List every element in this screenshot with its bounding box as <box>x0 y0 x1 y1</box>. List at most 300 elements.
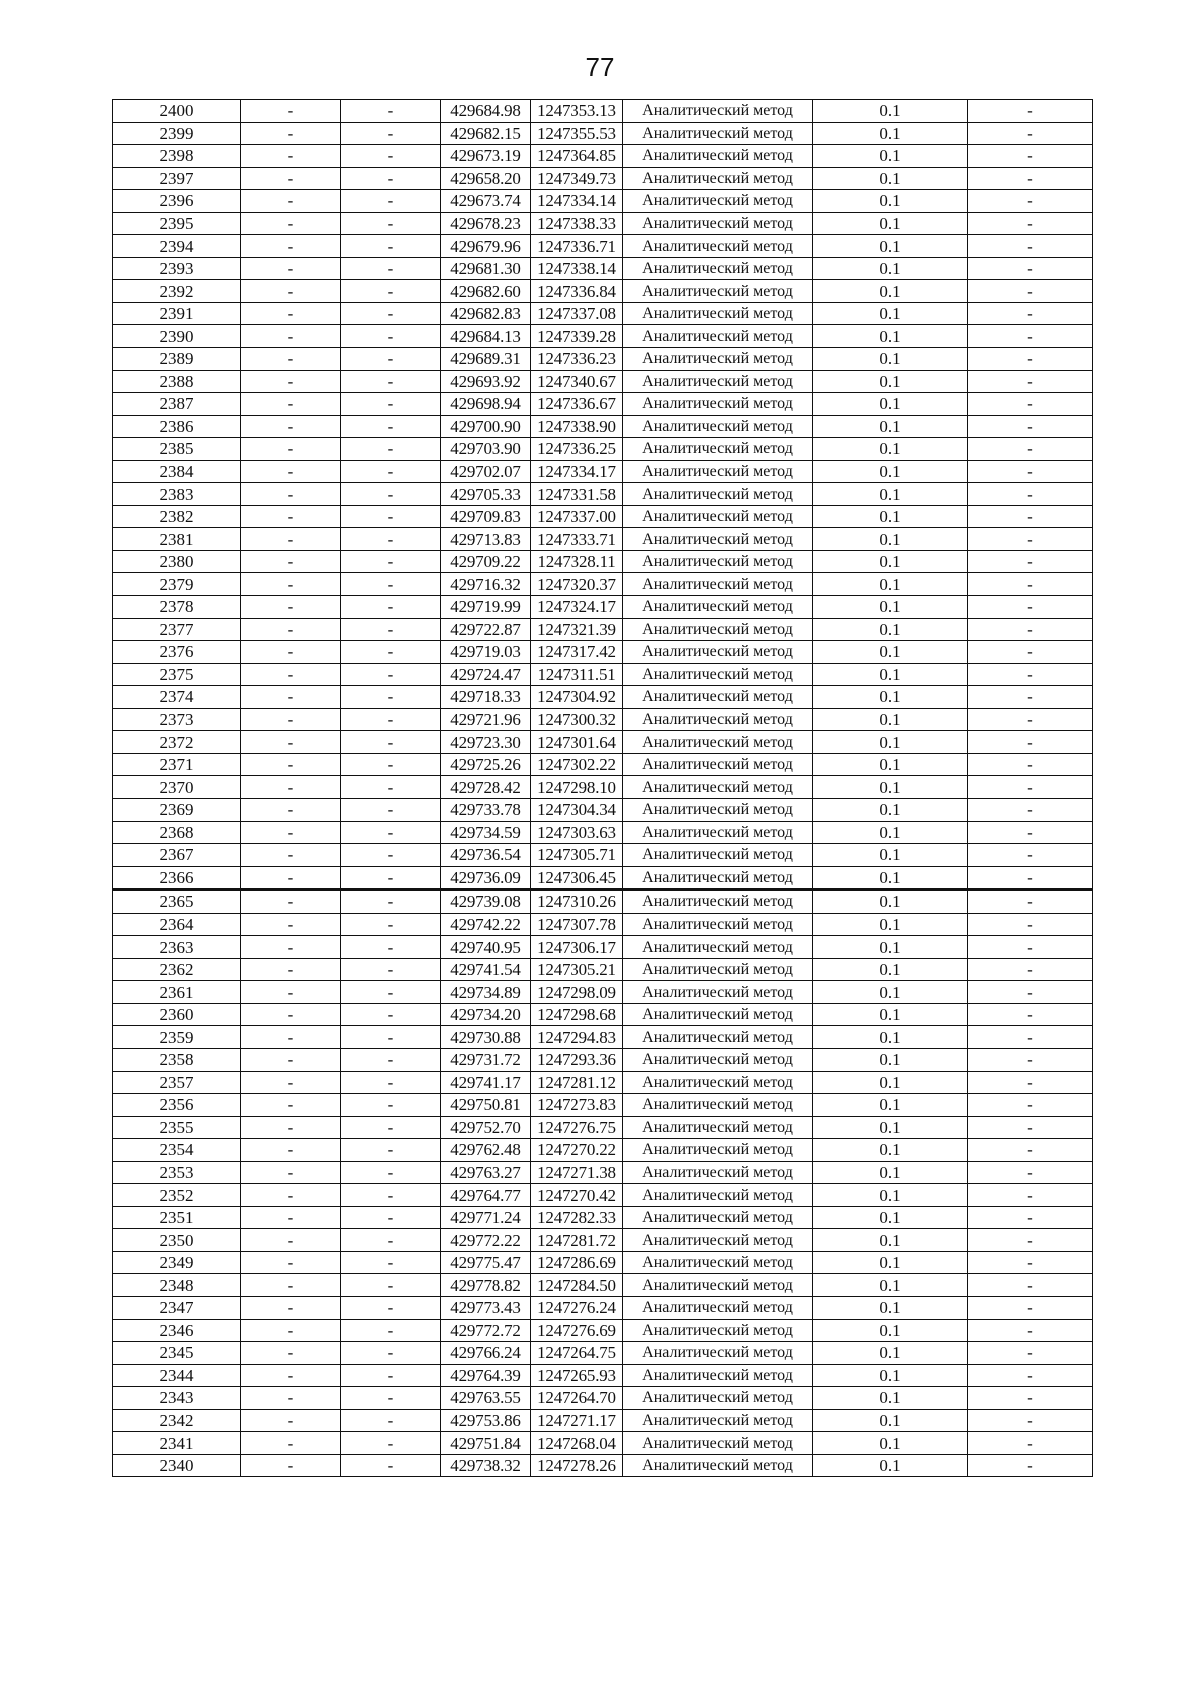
note-cell: - <box>968 1342 1093 1365</box>
x-coordinate-cell: 429778.82 <box>441 1274 531 1297</box>
method-cell: Аналитический метод <box>623 1094 813 1117</box>
blank-cell: - <box>341 1274 441 1297</box>
note-cell: - <box>968 415 1093 438</box>
blank-cell: - <box>241 1161 341 1184</box>
point-number-cell: 2389 <box>113 348 241 371</box>
accuracy-cell: 0.1 <box>813 890 968 914</box>
blank-cell: - <box>341 1048 441 1071</box>
note-cell: - <box>968 1319 1093 1342</box>
point-number-cell: 2351 <box>113 1206 241 1229</box>
table-row <box>113 1048 1093 1071</box>
blank-cell: - <box>341 663 441 686</box>
table-row <box>113 550 1093 573</box>
y-coordinate-cell: 1247273.83 <box>531 1094 623 1117</box>
blank-cell: - <box>241 348 341 371</box>
point-number-cell: 2400 <box>113 100 241 123</box>
point-number-cell: 2388 <box>113 370 241 393</box>
table-row <box>113 212 1093 235</box>
method-cell: Аналитический метод <box>623 100 813 123</box>
table-row <box>113 753 1093 776</box>
x-coordinate-cell: 429762.48 <box>441 1139 531 1162</box>
y-coordinate-cell: 1247349.73 <box>531 167 623 190</box>
note-cell: - <box>968 1387 1093 1410</box>
accuracy-cell: 0.1 <box>813 1387 968 1410</box>
method-cell: Аналитический метод <box>623 1342 813 1365</box>
accuracy-cell: 0.1 <box>813 731 968 754</box>
y-coordinate-cell: 1247338.90 <box>531 415 623 438</box>
blank-cell: - <box>341 100 441 123</box>
blank-cell: - <box>241 1139 341 1162</box>
method-cell: Аналитический метод <box>623 596 813 619</box>
y-coordinate-cell: 1247337.08 <box>531 302 623 325</box>
blank-cell: - <box>241 1229 341 1252</box>
note-cell: - <box>968 100 1093 123</box>
accuracy-cell: 0.1 <box>813 1071 968 1094</box>
blank-cell: - <box>241 1387 341 1410</box>
x-coordinate-cell: 429764.39 <box>441 1364 531 1387</box>
blank-cell: - <box>341 731 441 754</box>
table-row <box>113 708 1093 731</box>
method-cell: Аналитический метод <box>623 415 813 438</box>
blank-cell: - <box>241 663 341 686</box>
y-coordinate-cell: 1247336.71 <box>531 235 623 258</box>
accuracy-cell: 0.1 <box>813 302 968 325</box>
note-cell: - <box>968 1296 1093 1319</box>
x-coordinate-cell: 429739.08 <box>441 890 531 914</box>
blank-cell: - <box>341 438 441 461</box>
accuracy-cell: 0.1 <box>813 1454 968 1477</box>
table-row <box>113 1003 1093 1026</box>
accuracy-cell: 0.1 <box>813 776 968 799</box>
blank-cell: - <box>241 844 341 867</box>
accuracy-cell: 0.1 <box>813 190 968 213</box>
note-cell: - <box>968 280 1093 303</box>
y-coordinate-cell: 1247364.85 <box>531 145 623 168</box>
x-coordinate-cell: 429682.60 <box>441 280 531 303</box>
table-row <box>113 731 1093 754</box>
accuracy-cell: 0.1 <box>813 145 968 168</box>
x-coordinate-cell: 429731.72 <box>441 1048 531 1071</box>
method-cell: Аналитический метод <box>623 981 813 1004</box>
method-cell: Аналитический метод <box>623 1229 813 1252</box>
blank-cell: - <box>241 618 341 641</box>
blank-cell: - <box>241 505 341 528</box>
point-number-cell: 2340 <box>113 1454 241 1477</box>
x-coordinate-cell: 429681.30 <box>441 257 531 280</box>
blank-cell: - <box>341 618 441 641</box>
table-row <box>113 958 1093 981</box>
blank-cell: - <box>241 1454 341 1477</box>
point-number-cell: 2375 <box>113 663 241 686</box>
y-coordinate-cell: 1247321.39 <box>531 618 623 641</box>
accuracy-cell: 0.1 <box>813 415 968 438</box>
blank-cell: - <box>341 325 441 348</box>
blank-cell: - <box>341 348 441 371</box>
blank-cell: - <box>341 1003 441 1026</box>
note-cell: - <box>968 844 1093 867</box>
blank-cell: - <box>241 776 341 799</box>
point-number-cell: 2391 <box>113 302 241 325</box>
blank-cell: - <box>341 1229 441 1252</box>
blank-cell: - <box>341 708 441 731</box>
blank-cell: - <box>341 866 441 890</box>
method-cell: Аналитический метод <box>623 348 813 371</box>
x-coordinate-cell: 429722.87 <box>441 618 531 641</box>
accuracy-cell: 0.1 <box>813 913 968 936</box>
table-row <box>113 686 1093 709</box>
note-cell: - <box>968 1139 1093 1162</box>
accuracy-cell: 0.1 <box>813 1432 968 1455</box>
table-row <box>113 1026 1093 1049</box>
table-row <box>113 460 1093 483</box>
x-coordinate-cell: 429733.78 <box>441 798 531 821</box>
blank-cell: - <box>341 1319 441 1342</box>
x-coordinate-cell: 429725.26 <box>441 753 531 776</box>
y-coordinate-cell: 1247333.71 <box>531 528 623 551</box>
note-cell: - <box>968 573 1093 596</box>
x-coordinate-cell: 429678.23 <box>441 212 531 235</box>
y-coordinate-cell: 1247303.63 <box>531 821 623 844</box>
method-cell: Аналитический метод <box>623 483 813 506</box>
method-cell: Аналитический метод <box>623 235 813 258</box>
point-number-cell: 2373 <box>113 708 241 731</box>
blank-cell: - <box>341 483 441 506</box>
table-row <box>113 913 1093 936</box>
x-coordinate-cell: 429728.42 <box>441 776 531 799</box>
blank-cell: - <box>341 1296 441 1319</box>
accuracy-cell: 0.1 <box>813 686 968 709</box>
accuracy-cell: 0.1 <box>813 1364 968 1387</box>
point-number-cell: 2347 <box>113 1296 241 1319</box>
blank-cell: - <box>341 1409 441 1432</box>
y-coordinate-cell: 1247281.12 <box>531 1071 623 1094</box>
x-coordinate-cell: 429719.03 <box>441 641 531 664</box>
method-cell: Аналитический метод <box>623 890 813 914</box>
note-cell: - <box>968 302 1093 325</box>
blank-cell: - <box>241 1251 341 1274</box>
accuracy-cell: 0.1 <box>813 1342 968 1365</box>
point-number-cell: 2350 <box>113 1229 241 1252</box>
x-coordinate-cell: 429772.22 <box>441 1229 531 1252</box>
note-cell: - <box>968 438 1093 461</box>
point-number-cell: 2394 <box>113 235 241 258</box>
x-coordinate-cell: 429766.24 <box>441 1342 531 1365</box>
point-number-cell: 2348 <box>113 1274 241 1297</box>
note-cell: - <box>968 1116 1093 1139</box>
blank-cell: - <box>341 844 441 867</box>
point-number-cell: 2399 <box>113 122 241 145</box>
table-row <box>113 1116 1093 1139</box>
point-number-cell: 2380 <box>113 550 241 573</box>
blank-cell: - <box>341 573 441 596</box>
blank-cell: - <box>241 913 341 936</box>
accuracy-cell: 0.1 <box>813 981 968 1004</box>
note-cell: - <box>968 641 1093 664</box>
x-coordinate-cell: 429751.84 <box>441 1432 531 1455</box>
table-row <box>113 528 1093 551</box>
y-coordinate-cell: 1247276.75 <box>531 1116 623 1139</box>
table-row <box>113 438 1093 461</box>
blank-cell: - <box>341 753 441 776</box>
accuracy-cell: 0.1 <box>813 122 968 145</box>
point-number-cell: 2381 <box>113 528 241 551</box>
blank-cell: - <box>241 708 341 731</box>
table-row <box>113 1319 1093 1342</box>
method-cell: Аналитический метод <box>623 1048 813 1071</box>
blank-cell: - <box>341 776 441 799</box>
note-cell: - <box>968 190 1093 213</box>
table-row <box>113 618 1093 641</box>
y-coordinate-cell: 1247294.83 <box>531 1026 623 1049</box>
table-row <box>113 1071 1093 1094</box>
y-coordinate-cell: 1247317.42 <box>531 641 623 664</box>
table-row <box>113 844 1093 867</box>
blank-cell: - <box>241 731 341 754</box>
accuracy-cell: 0.1 <box>813 460 968 483</box>
x-coordinate-cell: 429673.19 <box>441 145 531 168</box>
point-number-cell: 2353 <box>113 1161 241 1184</box>
accuracy-cell: 0.1 <box>813 550 968 573</box>
blank-cell: - <box>341 1342 441 1365</box>
point-number-cell: 2355 <box>113 1116 241 1139</box>
blank-cell: - <box>341 1432 441 1455</box>
accuracy-cell: 0.1 <box>813 866 968 890</box>
table-row <box>113 798 1093 821</box>
note-cell: - <box>968 370 1093 393</box>
table-row <box>113 1206 1093 1229</box>
x-coordinate-cell: 429658.20 <box>441 167 531 190</box>
table-row <box>113 1296 1093 1319</box>
method-cell: Аналитический метод <box>623 280 813 303</box>
method-cell: Аналитический метод <box>623 438 813 461</box>
blank-cell: - <box>341 596 441 619</box>
point-number-cell: 2344 <box>113 1364 241 1387</box>
note-cell: - <box>968 913 1093 936</box>
note-cell: - <box>968 1161 1093 1184</box>
blank-cell: - <box>241 550 341 573</box>
blank-cell: - <box>341 641 441 664</box>
blank-cell: - <box>241 122 341 145</box>
blank-cell: - <box>241 1206 341 1229</box>
accuracy-cell: 0.1 <box>813 936 968 959</box>
coordinates-table <box>112 99 1093 1477</box>
y-coordinate-cell: 1247270.42 <box>531 1184 623 1207</box>
table-row <box>113 641 1093 664</box>
y-coordinate-cell: 1247276.69 <box>531 1319 623 1342</box>
method-cell: Аналитический метод <box>623 1409 813 1432</box>
y-coordinate-cell: 1247307.78 <box>531 913 623 936</box>
point-number-cell: 2360 <box>113 1003 241 1026</box>
blank-cell: - <box>341 686 441 709</box>
blank-cell: - <box>241 1094 341 1117</box>
method-cell: Аналитический метод <box>623 1274 813 1297</box>
point-number-cell: 2382 <box>113 505 241 528</box>
table-row <box>113 890 1093 914</box>
table-row <box>113 776 1093 799</box>
table-row <box>113 302 1093 325</box>
table-row <box>113 122 1093 145</box>
table-row <box>113 145 1093 168</box>
x-coordinate-cell: 429716.32 <box>441 573 531 596</box>
table-row <box>113 1184 1093 1207</box>
accuracy-cell: 0.1 <box>813 370 968 393</box>
x-coordinate-cell: 429723.30 <box>441 731 531 754</box>
note-cell: - <box>968 1184 1093 1207</box>
blank-cell: - <box>241 821 341 844</box>
note-cell: - <box>968 596 1093 619</box>
accuracy-cell: 0.1 <box>813 257 968 280</box>
point-number-cell: 2397 <box>113 167 241 190</box>
y-coordinate-cell: 1247305.71 <box>531 844 623 867</box>
accuracy-cell: 0.1 <box>813 1229 968 1252</box>
note-cell: - <box>968 1274 1093 1297</box>
blank-cell: - <box>341 1094 441 1117</box>
blank-cell: - <box>241 393 341 416</box>
method-cell: Аналитический метод <box>623 1387 813 1410</box>
x-coordinate-cell: 429682.15 <box>441 122 531 145</box>
blank-cell: - <box>241 1364 341 1387</box>
method-cell: Аналитический метод <box>623 325 813 348</box>
accuracy-cell: 0.1 <box>813 573 968 596</box>
x-coordinate-cell: 429684.98 <box>441 100 531 123</box>
note-cell: - <box>968 936 1093 959</box>
blank-cell: - <box>241 1432 341 1455</box>
x-coordinate-cell: 429734.20 <box>441 1003 531 1026</box>
x-coordinate-cell: 429705.33 <box>441 483 531 506</box>
y-coordinate-cell: 1247310.26 <box>531 890 623 914</box>
point-number-cell: 2372 <box>113 731 241 754</box>
method-cell: Аналитический метод <box>623 663 813 686</box>
blank-cell: - <box>341 798 441 821</box>
point-number-cell: 2374 <box>113 686 241 709</box>
x-coordinate-cell: 429763.55 <box>441 1387 531 1410</box>
table-row <box>113 573 1093 596</box>
blank-cell: - <box>341 257 441 280</box>
accuracy-cell: 0.1 <box>813 212 968 235</box>
note-cell: - <box>968 167 1093 190</box>
blank-cell: - <box>241 958 341 981</box>
y-coordinate-cell: 1247302.22 <box>531 753 623 776</box>
note-cell: - <box>968 618 1093 641</box>
note-cell: - <box>968 731 1093 754</box>
accuracy-cell: 0.1 <box>813 641 968 664</box>
blank-cell: - <box>341 122 441 145</box>
y-coordinate-cell: 1247286.69 <box>531 1251 623 1274</box>
method-cell: Аналитический метод <box>623 913 813 936</box>
y-coordinate-cell: 1247298.68 <box>531 1003 623 1026</box>
y-coordinate-cell: 1247300.32 <box>531 708 623 731</box>
blank-cell: - <box>341 1206 441 1229</box>
method-cell: Аналитический метод <box>623 167 813 190</box>
blank-cell: - <box>241 1003 341 1026</box>
table-row <box>113 483 1093 506</box>
blank-cell: - <box>241 641 341 664</box>
point-number-cell: 2396 <box>113 190 241 213</box>
note-cell: - <box>968 257 1093 280</box>
x-coordinate-cell: 429689.31 <box>441 348 531 371</box>
blank-cell: - <box>241 1409 341 1432</box>
y-coordinate-cell: 1247305.21 <box>531 958 623 981</box>
note-cell: - <box>968 1003 1093 1026</box>
note-cell: - <box>968 235 1093 258</box>
method-cell: Аналитический метод <box>623 505 813 528</box>
note-cell: - <box>968 1454 1093 1477</box>
x-coordinate-cell: 429764.77 <box>441 1184 531 1207</box>
table-row <box>113 167 1093 190</box>
blank-cell: - <box>341 1387 441 1410</box>
blank-cell: - <box>341 460 441 483</box>
method-cell: Аналитический метод <box>623 708 813 731</box>
point-number-cell: 2378 <box>113 596 241 619</box>
y-coordinate-cell: 1247328.11 <box>531 550 623 573</box>
x-coordinate-cell: 429693.92 <box>441 370 531 393</box>
accuracy-cell: 0.1 <box>813 100 968 123</box>
point-number-cell: 2341 <box>113 1432 241 1455</box>
table-row <box>113 981 1093 1004</box>
blank-cell: - <box>241 325 341 348</box>
method-cell: Аналитический метод <box>623 550 813 573</box>
y-coordinate-cell: 1247281.72 <box>531 1229 623 1252</box>
x-coordinate-cell: 429738.32 <box>441 1454 531 1477</box>
method-cell: Аналитический метод <box>623 618 813 641</box>
blank-cell: - <box>241 1342 341 1365</box>
method-cell: Аналитический метод <box>623 1454 813 1477</box>
accuracy-cell: 0.1 <box>813 167 968 190</box>
point-number-cell: 2390 <box>113 325 241 348</box>
x-coordinate-cell: 429684.13 <box>441 325 531 348</box>
blank-cell: - <box>241 866 341 890</box>
point-number-cell: 2367 <box>113 844 241 867</box>
note-cell: - <box>968 1229 1093 1252</box>
blank-cell: - <box>241 415 341 438</box>
method-cell: Аналитический метод <box>623 731 813 754</box>
blank-cell: - <box>341 936 441 959</box>
note-cell: - <box>968 1071 1093 1094</box>
y-coordinate-cell: 1247293.36 <box>531 1048 623 1071</box>
accuracy-cell: 0.1 <box>813 1026 968 1049</box>
method-cell: Аналитический метод <box>623 1251 813 1274</box>
point-number-cell: 2398 <box>113 145 241 168</box>
blank-cell: - <box>241 370 341 393</box>
y-coordinate-cell: 1247320.37 <box>531 573 623 596</box>
table-row <box>113 235 1093 258</box>
y-coordinate-cell: 1247271.38 <box>531 1161 623 1184</box>
x-coordinate-cell: 429709.22 <box>441 550 531 573</box>
x-coordinate-cell: 429750.81 <box>441 1094 531 1117</box>
x-coordinate-cell: 429741.54 <box>441 958 531 981</box>
table-row <box>113 1409 1093 1432</box>
y-coordinate-cell: 1247338.33 <box>531 212 623 235</box>
table-row <box>113 1094 1093 1117</box>
y-coordinate-cell: 1247339.28 <box>531 325 623 348</box>
table-row <box>113 348 1093 371</box>
point-number-cell: 2342 <box>113 1409 241 1432</box>
accuracy-cell: 0.1 <box>813 1319 968 1342</box>
accuracy-cell: 0.1 <box>813 821 968 844</box>
blank-cell: - <box>341 1454 441 1477</box>
x-coordinate-cell: 429753.86 <box>441 1409 531 1432</box>
point-number-cell: 2383 <box>113 483 241 506</box>
note-cell: - <box>968 212 1093 235</box>
y-coordinate-cell: 1247336.25 <box>531 438 623 461</box>
blank-cell: - <box>241 438 341 461</box>
blank-cell: - <box>341 505 441 528</box>
blank-cell: - <box>241 235 341 258</box>
blank-cell: - <box>241 1116 341 1139</box>
x-coordinate-cell: 429721.96 <box>441 708 531 731</box>
note-cell: - <box>968 708 1093 731</box>
y-coordinate-cell: 1247268.04 <box>531 1432 623 1455</box>
